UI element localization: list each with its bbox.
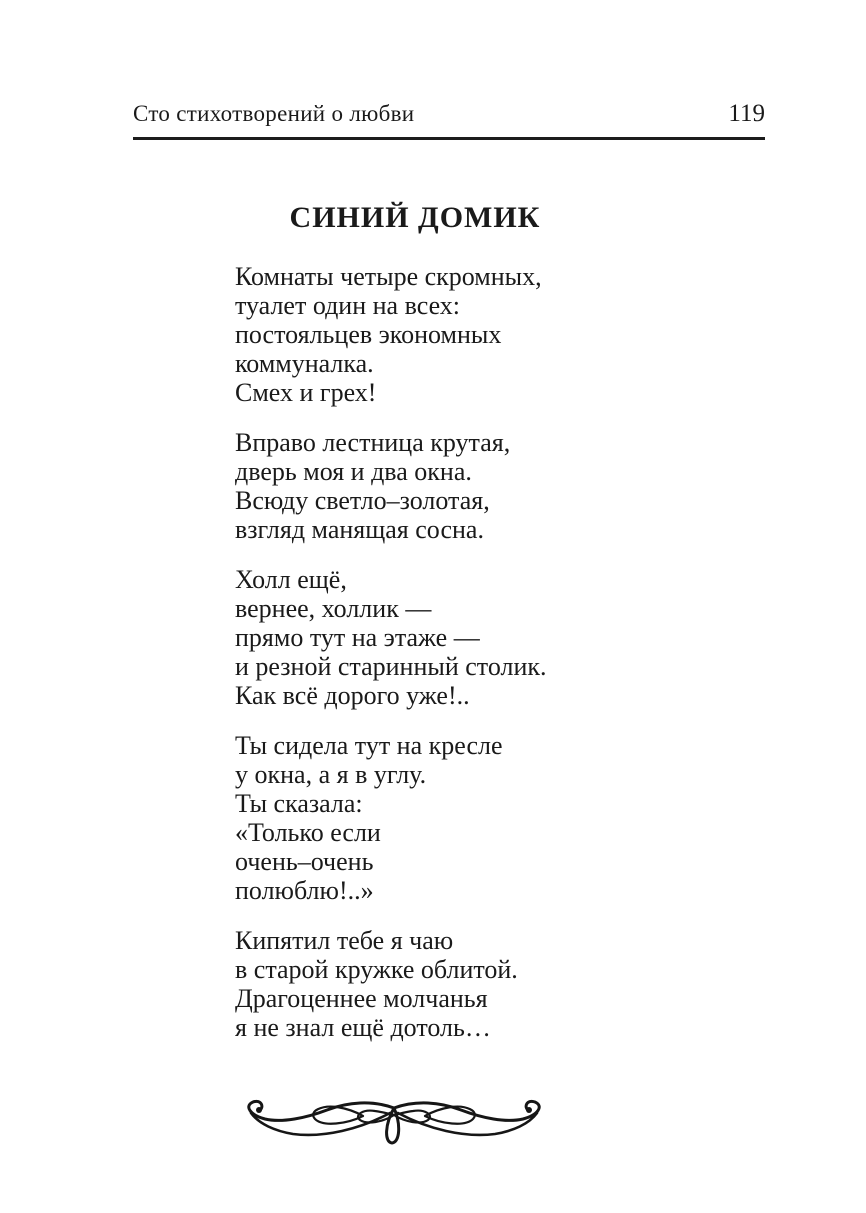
poem-line: постояльцев экономных (235, 320, 502, 349)
poem-line: коммуналка. (235, 349, 374, 378)
poem-line: Комнаты четыре скромных, (235, 262, 542, 291)
poem-line: Ты сказала: (235, 789, 363, 818)
flourish-right-half (394, 1101, 539, 1135)
poem-line: полюблю!..» (235, 876, 374, 905)
poem-line: вернее, холлик — (235, 594, 432, 623)
running-title: Сто стихотворений о любви (133, 101, 415, 126)
poem-line: туалет один на всех: (235, 291, 460, 320)
stanza (235, 262, 655, 407)
poem-line: у окна, а я в углу. (235, 760, 427, 789)
page-header (133, 100, 765, 140)
poem-line: и резной старинный столик. (235, 652, 547, 681)
poem-line: взгляд манящая сосна. (235, 515, 484, 544)
poem-line: Кипятил тебе я чаю (235, 926, 454, 955)
poem-line: Ты сидела тут на кресле (235, 731, 503, 760)
stanza (235, 926, 655, 1042)
poem-line: в старой кружке облитой. (235, 955, 518, 984)
stanza (235, 731, 655, 905)
poem-title: СИНИЙ ДОМИК (289, 201, 541, 234)
poem-line: я не знал ещё дотоль… (235, 1013, 491, 1042)
flourish-left-half (249, 1101, 394, 1135)
stanza (235, 428, 655, 544)
poem-line: дверь моя и два окна. (235, 457, 472, 486)
stanza (235, 565, 655, 710)
poem-line: Драгоценнее молчанья (235, 984, 488, 1013)
poem-line: очень–очень (235, 847, 374, 876)
flourish-ornament-icon (230, 1096, 558, 1152)
poem-line: прямо тут на этаже — (235, 623, 480, 652)
page-number: 119 (728, 100, 765, 127)
poem-line: Как всё дорого уже!.. (235, 681, 470, 710)
poem-line: Холл ещё, (235, 565, 347, 594)
poem-line: «Только если (235, 818, 381, 847)
poem-line: Всюду светло–золотая, (235, 486, 490, 515)
poem-stanzas (235, 262, 655, 1063)
poem-line: Вправо лестница крутая, (235, 428, 511, 457)
poem-line: Смех и грех! (235, 378, 377, 407)
